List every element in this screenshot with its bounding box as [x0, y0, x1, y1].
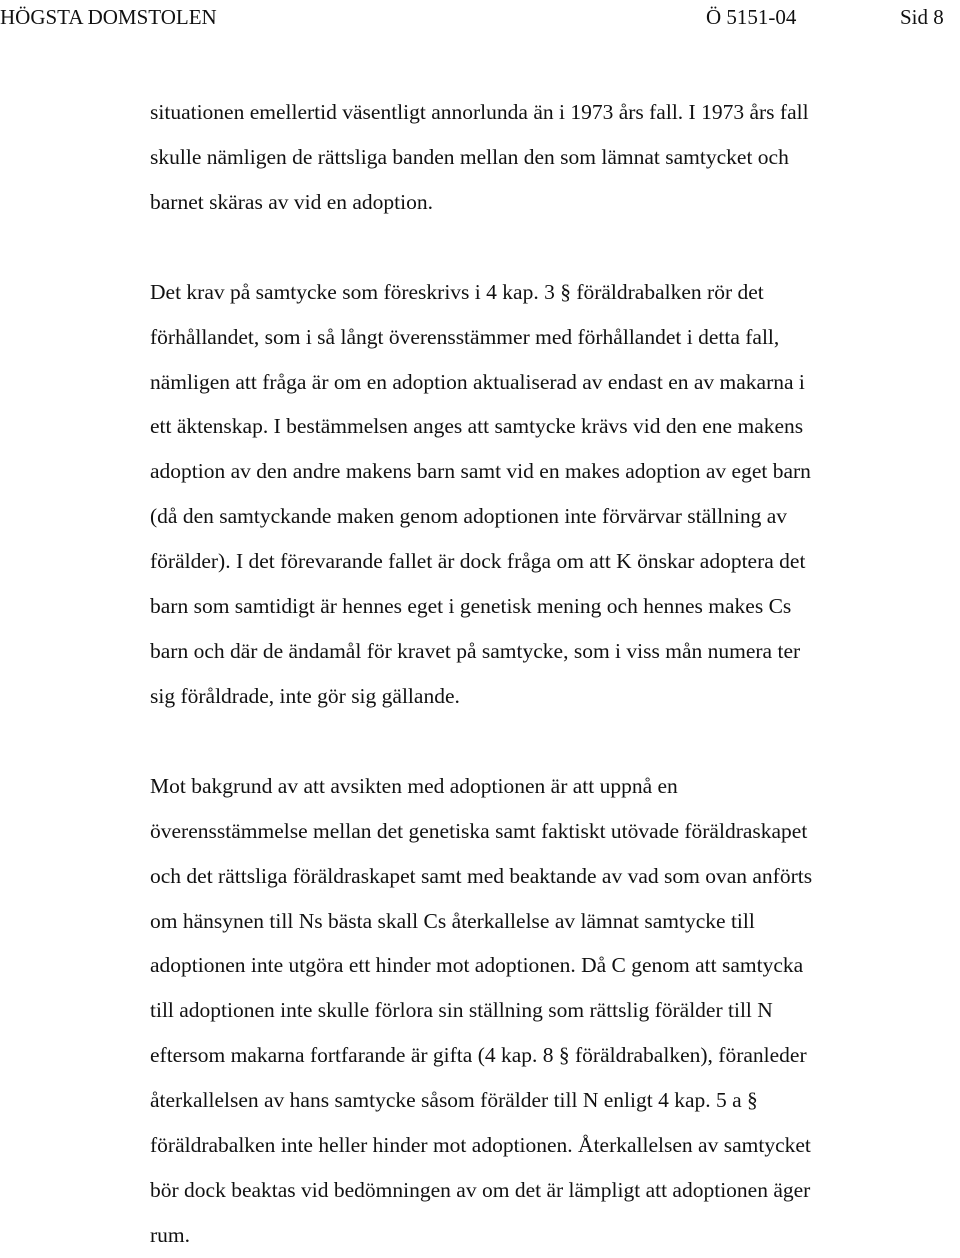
text-line: barn och där de ändamål för kravet på samtycke, som i viss mån numera ter [150, 638, 801, 663]
text-line: Det krav på samtycke som föreskrivs i 4 kap. 3 § föräldrabalken rör det [150, 279, 764, 304]
document-body [150, 90, 960, 1258]
text-line: adoption av den andre makens barn samt vid en makes adoption av eget barn [150, 459, 811, 484]
text-line: Mot bakgrund av att avsikten med adoptionen är att uppnå en [150, 773, 678, 798]
text-line: bör dock beaktas vid bedömningen av om det är lämpligt att adoptionen äger [150, 1177, 811, 1202]
text-line: överensstämmelse mellan det genetiska samt faktiskt utövade föräldraskapet [150, 818, 808, 843]
paragraph-gap [150, 225, 960, 270]
text-line: återkallelsen av hans samtycke såsom förälder till N enligt 4 kap. 5 a § [150, 1088, 758, 1113]
text-line: och det rättsliga föräldraskapet samt med beaktande av vad som ovan anförts [150, 863, 813, 888]
text-line: rum. [150, 1222, 191, 1247]
text-line: föräldrabalken inte heller hinder mot adoptionen. Återkallelsen av samtycket [150, 1133, 811, 1158]
text-line: (då den samtyckande maken genom adoptionen inte förvärvar ställning av [150, 504, 788, 529]
text-line: sig föråldrade, inte gör sig gällande. [150, 683, 460, 708]
text-line: skulle nämligen de rättsliga banden mellan den som lämnat samtycket och [150, 144, 789, 169]
text-line: situationen emellertid väsentligt annorlunda än i 1973 års fall. I 1973 års fall [150, 100, 809, 124]
text-line: till adoptionen inte skulle förlora sin ställning som rättslig förälder till N [150, 998, 773, 1023]
paragraph-gap [150, 719, 960, 764]
page-header [0, 3, 960, 31]
court-name: HÖGSTA DOMSTOLEN [0, 5, 217, 29]
text-line: barnet skäras av vid en adoption. [150, 189, 433, 214]
case-number: Ö 5151-04 [706, 5, 797, 29]
text-line: förhållandet, som i så långt överensstämmer med förhållandet i detta fall, [150, 324, 780, 349]
text-line: nämligen att fråga är om en adoption aktualiserad av endast en av makarna i [150, 369, 805, 394]
text-line: förälder). I det förevarande fallet är dock fråga om att K önskar adoptera det [150, 549, 806, 574]
text-line: eftersom makarna fortfarande är gifta (4 kap. 8 § föräldrabalken), föranleder [150, 1043, 807, 1068]
paragraph-2 [150, 270, 960, 719]
paragraph-1 [150, 90, 960, 225]
text-line: barn som samtidigt är hennes eget i genetisk mening och hennes makes Cs [150, 594, 792, 619]
text-line: adoptionen inte utgöra ett hinder mot adoptionen. Då C genom att samtycka [150, 953, 804, 978]
page-number: Sid 8 [900, 5, 944, 29]
paragraph-3 [150, 764, 960, 1258]
text-line: om hänsynen till Ns bästa skall Cs återkallelse av lämnat samtycke till [150, 908, 755, 933]
text-line: ett äktenskap. I bestämmelsen anges att samtycke krävs vid den ene makens [150, 414, 804, 439]
